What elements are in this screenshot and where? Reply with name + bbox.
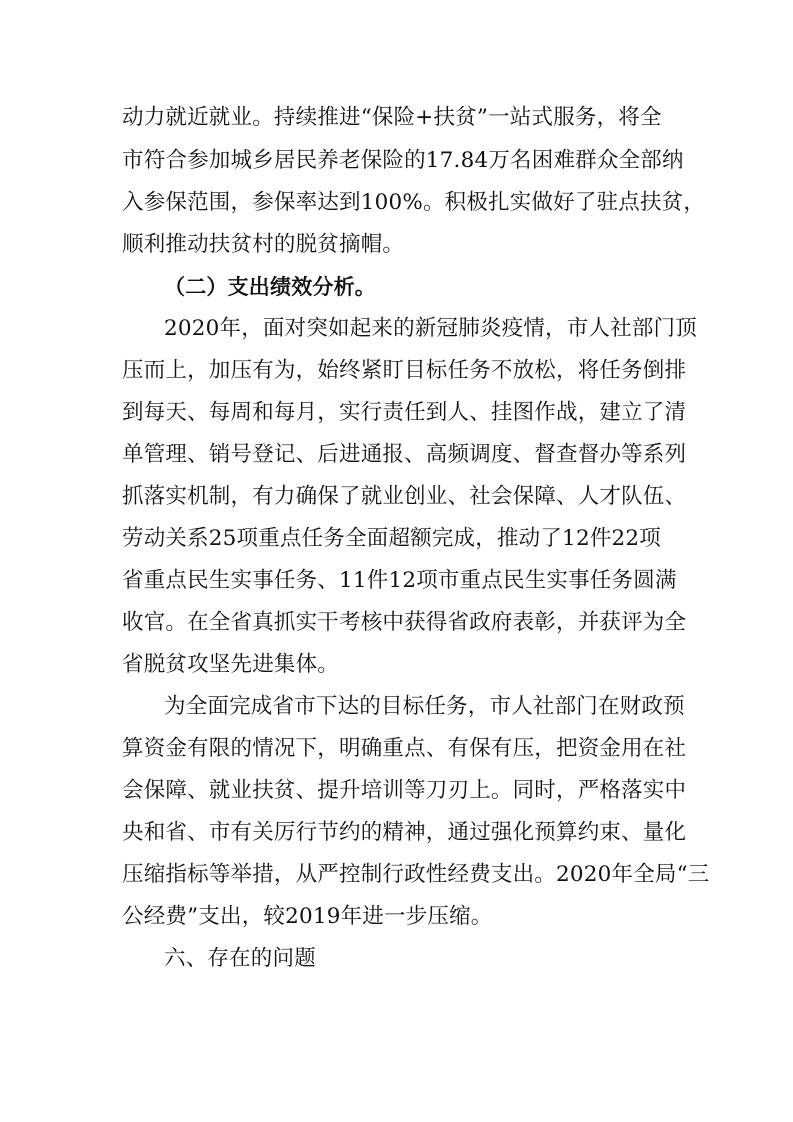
paragraph-3-line-1: 为全面完成省市下达的目标任务，市人社部门在财政预 bbox=[164, 694, 685, 719]
paragraph-2-line-4: 单管理、销号登记、后进通报、高频调度、督查督办等系列 bbox=[122, 442, 687, 467]
paragraph-1-line-1: 动力就近就业。持续推进“保险+扶贫”一站式服务，将全 bbox=[122, 105, 662, 130]
paragraph-3-line-2: 算资金有限的情况下，明确重点、有保有压，把资金用在社 bbox=[122, 736, 687, 761]
paragraph-3-line-5: 压缩指标等举措，从严控制行政性经费支出。2020年全局“三 bbox=[122, 862, 710, 887]
section-heading: （二）支出绩效分析。 bbox=[164, 275, 376, 299]
paragraph-1-line-3: 入参保范围，参保率达到100%。积极扎实做好了驻点扶贫， bbox=[122, 190, 706, 215]
paragraph-2-line-2: 压而上，加压有为，始终紧盯目标任务不放松，将任务倒排 bbox=[122, 358, 687, 383]
paragraph-1-line-2: 市符合参加城乡居民养老保险的17.84万名困难群众全部纳 bbox=[122, 148, 684, 173]
paragraph-2-line-1: 2020年，面对突如起来的新冠肺炎疫情，市人社部门顶 bbox=[164, 316, 697, 341]
section-6-heading: 六、存在的问题 bbox=[164, 946, 316, 971]
paragraph-2-line-3: 到每天、每周和每月，实行责任到人、挂图作战，建立了清 bbox=[122, 400, 687, 425]
paragraph-2-line-5: 抓落实机制，有力确保了就业创业、社会保障、人才队伍、 bbox=[122, 484, 687, 509]
paragraph-2-line-9: 省脱贫攻坚先进集体。 bbox=[122, 652, 340, 677]
paragraph-3-line-4: 央和省、市有关厉行节约的精神，通过强化预算约束、量化 bbox=[122, 820, 687, 845]
paragraph-1-line-4: 顺利推动扶贫村的脱贫摘帽。 bbox=[122, 232, 405, 257]
paragraph-2-line-6: 劳动关系25项重点任务全面超额完成，推动了12件22项 bbox=[122, 526, 661, 551]
paragraph-3-line-3: 会保障、就业扶贫、提升培训等刀刃上。同时，严格落实中 bbox=[122, 778, 687, 803]
paragraph-3-line-6: 公经费”支出，较2019年进一步压缩。 bbox=[122, 904, 493, 929]
paragraph-2-line-8: 收官。在全省真抓实干考核中获得省政府表彰，并获评为全 bbox=[122, 610, 687, 635]
paragraph-2-line-7: 省重点民生实事任务、11件12项市重点民生实事任务圆满 bbox=[122, 568, 677, 593]
